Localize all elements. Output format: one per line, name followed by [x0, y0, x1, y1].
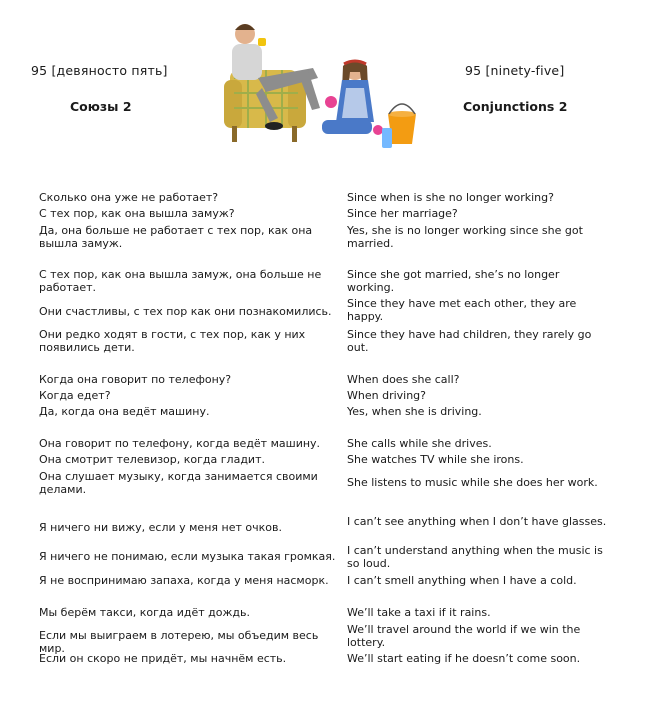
- lesson-title-en: Conjunctions 2: [463, 99, 568, 114]
- phrase-ru: Я ничего не понимаю, если музыка такая громкая.: [39, 550, 336, 563]
- phrase-ru: Она говорит по телефону, когда ведёт машину.: [39, 437, 321, 450]
- phrase-en: We’ll start eating if he doesn’t come soon.: [347, 652, 581, 665]
- phrase-en: We’ll travel around the world if we win the lottery.: [347, 623, 581, 649]
- phrase-ru: С тех пор, как она вышла замуж, она больше не работает.: [39, 268, 322, 294]
- phrase-en: When driving?: [347, 389, 427, 402]
- phrase-ru: Когда едет?: [39, 389, 111, 402]
- phrase-en: Since she got married, she’s no longer working.: [347, 268, 560, 294]
- phrase-ru: Когда она говорит по телефону?: [39, 373, 232, 386]
- phrase-ru: Да, когда она ведёт машину.: [39, 405, 210, 418]
- phrase-ru: С тех пор, как она вышла замуж?: [39, 207, 235, 220]
- phrase-ru: Я не воспринимаю запаха, когда у меня насморк.: [39, 574, 329, 587]
- phrase-ru: Если он скоро не придёт, мы начнём есть.: [39, 652, 287, 665]
- phrase-en: When does she call?: [347, 373, 460, 386]
- phrase-ru: Мы берём такси, когда идёт дождь.: [39, 606, 251, 619]
- phrase-en: Since when is she no longer working?: [347, 191, 554, 204]
- lesson-number-en: 95 [ninety-five]: [465, 63, 565, 78]
- phrase-ru: Они счастливы, с тех пор как они познакомились.: [39, 305, 332, 318]
- phrase-ru: Сколько она уже не работает?: [39, 191, 219, 204]
- lesson-number-ru: 95 [девяносто пять]: [31, 63, 168, 78]
- phrase-en: Since they have met each other, they are happy.: [347, 297, 577, 323]
- phrase-ru: Она смотрит телевизор, когда гладит.: [39, 453, 265, 466]
- phrase-ru: Она слушает музыку, когда занимается своими делами.: [39, 470, 318, 496]
- lesson-title-ru: Союзы 2: [70, 99, 132, 114]
- phrase-en: I can’t see anything when I don’t have glasses.: [347, 515, 607, 528]
- phrase-ru: Да, она больше не работает с тех пор, как она вышла замуж.: [39, 224, 313, 250]
- phrase-en: I can’t smell anything when I have a cold.: [347, 574, 577, 587]
- phrase-ru: Если мы выиграем в лотерею, мы объедим весь мир.: [39, 629, 319, 655]
- phrase-en: Since they have had children, they rarely go out.: [347, 328, 592, 354]
- phrase-en: Yes, when she is driving.: [347, 405, 482, 418]
- phrase-en: She calls while she drives.: [347, 437, 492, 450]
- phrase-en: She listens to music while she does her work.: [347, 476, 598, 489]
- phrase-en: She watches TV while she irons.: [347, 453, 524, 466]
- phrase-en: Since her marriage?: [347, 207, 458, 220]
- phrase-en: Yes, she is no longer working since she got married.: [347, 224, 583, 250]
- phrase-ru: Я ничего ни вижу, если у меня нет очков.: [39, 521, 282, 534]
- phrase-ru: Они редко ходят в гости, с тех пор, как у них появились дети.: [39, 328, 306, 354]
- phrase-en: We’ll take a taxi if it rains.: [347, 606, 491, 619]
- phrase-en: I can’t understand anything when the music is so loud.: [347, 544, 603, 570]
